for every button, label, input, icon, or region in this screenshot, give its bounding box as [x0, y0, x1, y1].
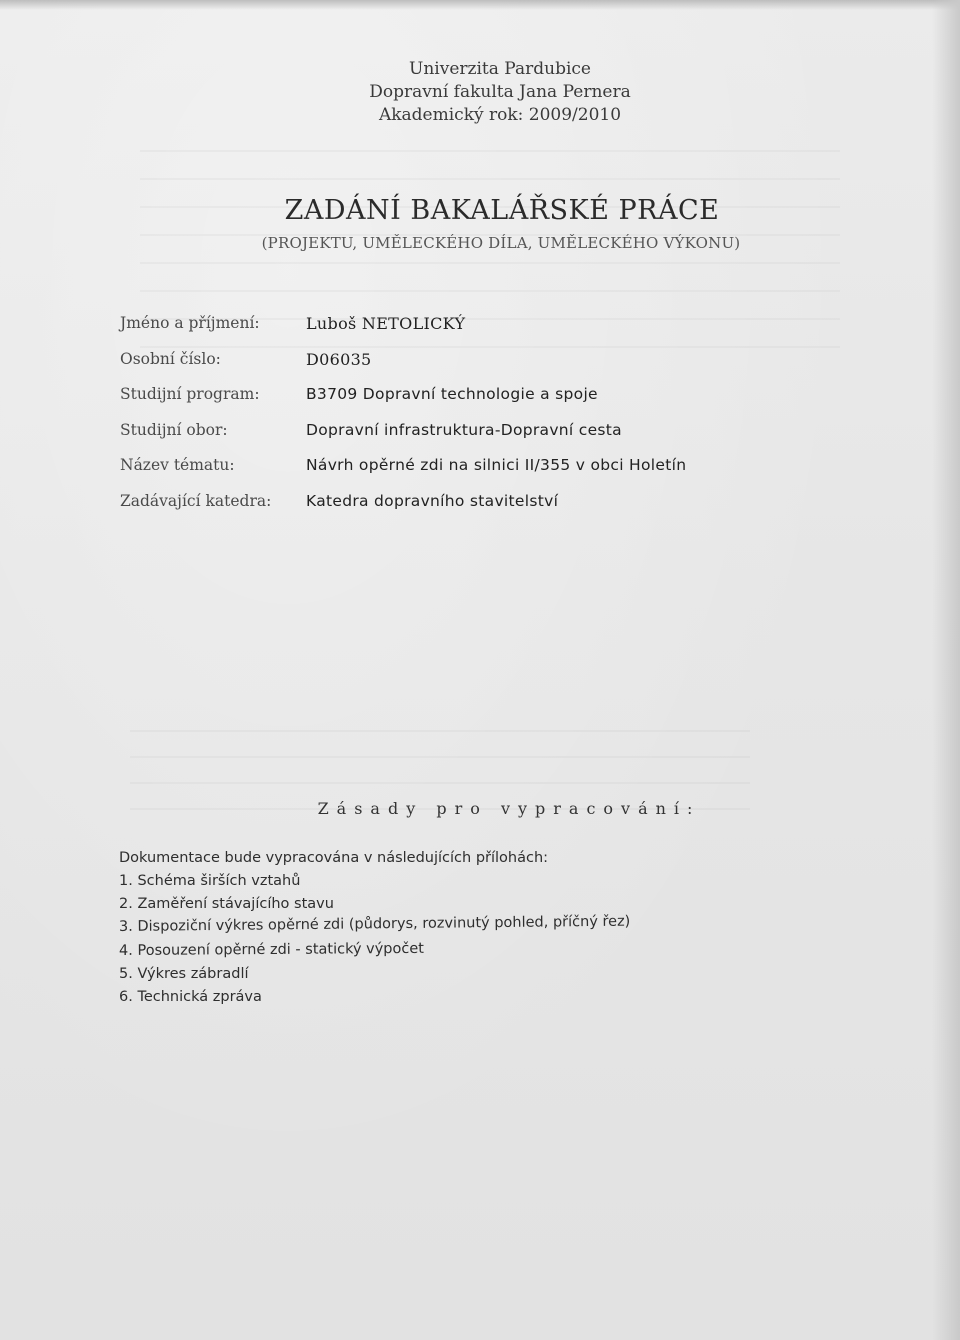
- list-item-text: Posouzení opěrné zdi - statický výpočet: [137, 940, 424, 959]
- info-label: Název tématu:: [120, 456, 235, 474]
- list-item-number: 5.: [119, 965, 133, 982]
- info-label: Jméno a příjmení:: [120, 314, 260, 332]
- document-title: ZADÁNÍ BAKALÁŘSKÉ PRÁCE: [284, 195, 720, 226]
- academic-year: Akademický rok: 2009/2010: [378, 105, 622, 125]
- info-row-topic: [120, 456, 880, 492]
- list-item-text: Technická zpráva: [137, 988, 262, 1005]
- faculty-name: Dopravní fakulta Jana Pernera: [369, 82, 631, 102]
- info-label: Zadávající katedra:: [120, 491, 272, 510]
- info-label: Studijní program:: [120, 385, 260, 403]
- section-heading: [0, 799, 960, 818]
- section-heading-text: Zásady pro vypracování:: [317, 799, 701, 818]
- list-item-text: Výkres zábradlí: [137, 965, 249, 982]
- university-name: Univerzita Pardubice: [409, 59, 591, 79]
- list-item: [119, 870, 819, 893]
- list-item-number: 4.: [118, 942, 133, 959]
- student-info: [120, 314, 880, 527]
- documentation-intro: Dokumentace bude vypracována v následujících přílohách:: [119, 850, 549, 866]
- list-item: [119, 963, 819, 986]
- scan-shadow-top: [0, 0, 960, 10]
- info-label: Osobní číslo:: [120, 349, 221, 368]
- info-row-department: [120, 492, 880, 528]
- info-value: Dopravní infrastruktura-Dopravní cesta: [306, 420, 622, 439]
- list-item-number: 3.: [118, 919, 133, 936]
- document-subtitle: (PROJEKTU, UMĚLECKÉHO DÍLA, UMĚLECKÉHO VÝKONU): [261, 234, 741, 252]
- info-row-program: [120, 385, 880, 421]
- info-value: Návrh opěrné zdi na silnici II/355 v obci Holetín: [306, 456, 687, 474]
- list-item-number: 1.: [119, 873, 133, 889]
- info-label: Studijní obor:: [120, 420, 228, 439]
- documentation-list: [119, 846, 819, 1009]
- list-item-text: Zaměření stávajícího stavu: [137, 896, 334, 913]
- list-item-number: 6.: [119, 988, 133, 1005]
- list-item-text: Schéma širších vztahů: [137, 873, 301, 889]
- info-row-name: [120, 314, 880, 350]
- list-item: [119, 986, 819, 1009]
- info-row-id: [120, 350, 880, 386]
- list-item: [119, 935, 819, 963]
- info-value: B3709 Dopravní technologie a spoje: [306, 385, 598, 403]
- list-item-text: Dispoziční výkres opěrné zdi (půdorys, rozvinutý pohled, příčný řez): [137, 914, 631, 936]
- info-value: D06035: [306, 349, 372, 369]
- info-row-field: [120, 421, 880, 457]
- document-header: [0, 58, 960, 127]
- info-value: Luboš NETOLICKÝ: [306, 314, 466, 333]
- info-value: Katedra dopravního stavitelství: [306, 491, 559, 510]
- list-item-number: 2.: [119, 896, 133, 913]
